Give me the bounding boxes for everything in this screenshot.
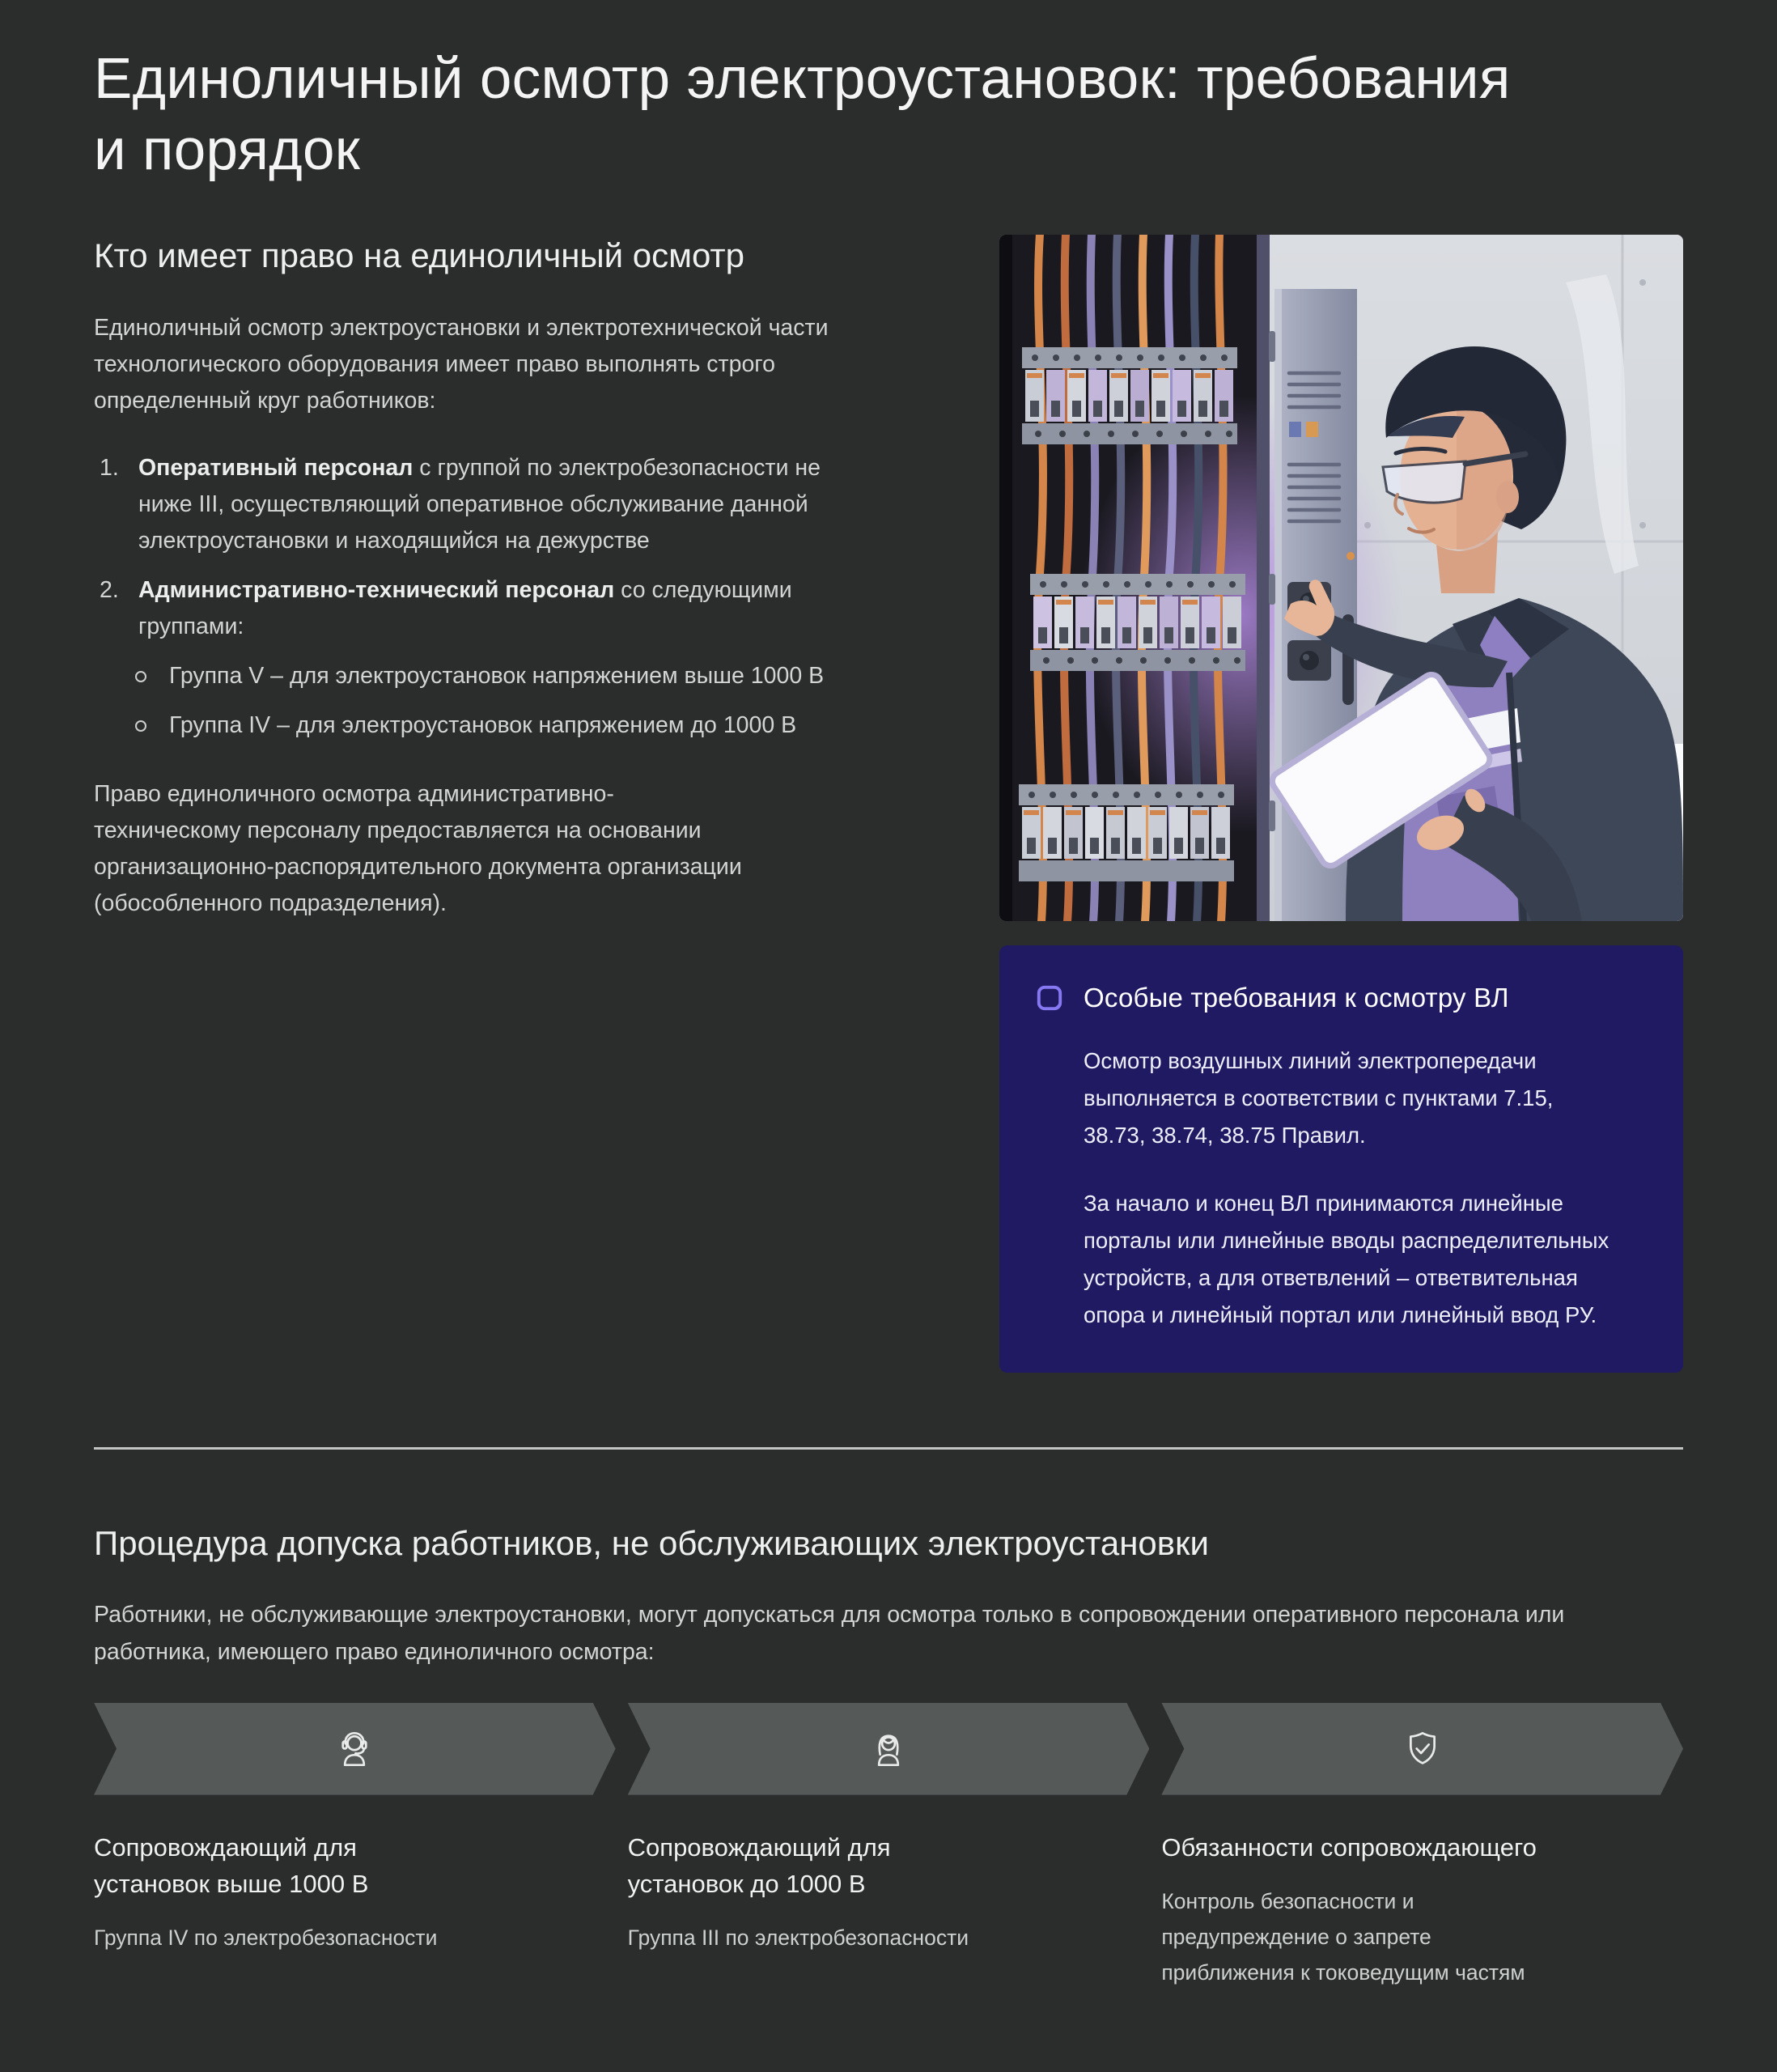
- callout-paragraph: За начало и конец ВЛ принимаются линейные порталы или линейные вводы распределительных устройств, а для ответвлений – ответвительная опора и линейный портал или линейный ввод РУ.: [1084, 1191, 1609, 1328]
- chevron-banner-1: [94, 1703, 616, 1795]
- callout-header: [1035, 983, 1651, 1013]
- callout-body: [1084, 1042, 1651, 1334]
- list-item-bold: Административно-технический персонал: [138, 576, 615, 603]
- step-escort-above-1000: [94, 1829, 616, 1990]
- chevron-banner-3: [1161, 1703, 1683, 1795]
- groups-sublist: [134, 658, 867, 744]
- list-number: 1.: [100, 454, 119, 481]
- shield-check-icon: [1401, 1727, 1444, 1771]
- list-item-text: со следующими группами:: [138, 576, 792, 639]
- right-column: [999, 235, 1683, 1373]
- callout-title: Особые требования к осмотру ВЛ: [1084, 983, 1509, 1013]
- list-item-text: с группой по электробезопасности не ниже III, осуществляющий оперативное обслуживание данной электроустановки и находящийся на дежурстве: [138, 454, 821, 554]
- support-agent-icon: [333, 1727, 376, 1771]
- callout-paragraph: Осмотр воздушных линий электропередачи выполняется в соответствии с пунктами 7.15, 38.73, 38.74, 38.75 Правил.: [1084, 1048, 1554, 1149]
- section-divider: [94, 1447, 1683, 1450]
- who-section-heading: Кто имеет право на единоличный осмотр: [94, 236, 745, 275]
- top-columns: [94, 235, 1683, 1373]
- page-title: Единоличный осмотр электроустановок: требования и порядок: [94, 47, 1511, 183]
- who-section-outro: Право единоличного осмотра административно-техническому персоналу предоставляется на основании организационно-распорядительного документа организации (обособленного подразделения).: [94, 780, 742, 916]
- step-title: Сопровождающий для установок до 1000 В: [627, 1832, 891, 1898]
- who-section-intro: Единоличный осмотр электроустановки и электротехнической части технологического оборудования имеет право выполнять строго определенный круг работников:: [94, 314, 829, 414]
- procedure-heading: Процедура допуска работников, не обслуживающих электроустановки: [94, 1524, 1209, 1563]
- electrician-illustration-svg: [999, 235, 1683, 921]
- sublist-item-group-v: Группа V – для электроустановок напряжением выше 1000 В: [134, 658, 867, 694]
- step-escort-below-1000: [628, 1829, 1150, 1990]
- step-title: Сопровождающий для установок выше 1000 В: [94, 1832, 369, 1898]
- list-item-bold: Оперативный персонал: [138, 454, 414, 481]
- sublist-item-group-iv: Группа IV – для электроустановок напряжением до 1000 В: [134, 707, 867, 744]
- step-text: Группа III по электробезопасности: [627, 1925, 969, 1950]
- process-steps: [94, 1829, 1683, 1990]
- procedure-lead: Работники, не обслуживающие электроустановки, могут допускаться для осмотра только в сопровождении оперативного персонала или работника, имеющего право единоличного осмотра:: [94, 1601, 1565, 1665]
- step-text: Контроль безопасности и предупреждение о запрете приближения к токоведущим частям: [1161, 1888, 1525, 1985]
- list-number: 2.: [100, 576, 119, 603]
- special-requirements-callout: [999, 945, 1683, 1373]
- note-icon: [1035, 983, 1064, 1013]
- step-text: Группа IV по электробезопасности: [94, 1925, 438, 1950]
- who-section: [94, 235, 938, 1373]
- procedure-section: [94, 1522, 1683, 1990]
- list-item-operational-personnel: [94, 450, 867, 559]
- process-banners: [94, 1703, 1683, 1795]
- person-icon: [867, 1727, 910, 1771]
- list-item-admin-personnel: [94, 572, 867, 744]
- personnel-list: [94, 450, 938, 744]
- electrician-illustration: [999, 235, 1683, 921]
- step-title: Обязанности сопровождающего: [1161, 1832, 1537, 1862]
- step-escort-duties: [1161, 1829, 1683, 1990]
- chevron-banner-2: [628, 1703, 1150, 1795]
